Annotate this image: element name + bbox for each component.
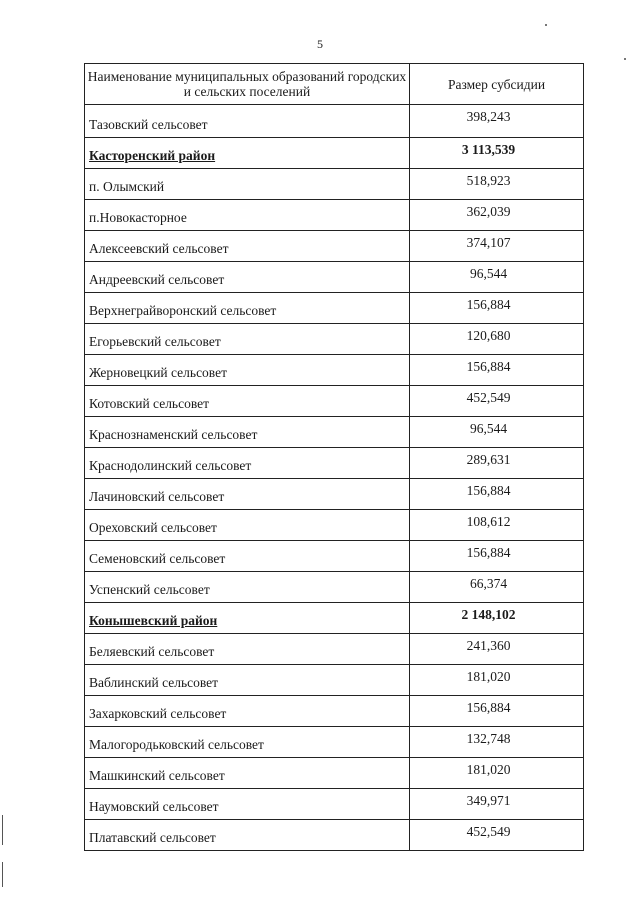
settlement-name: Ореховский сельсовет — [85, 510, 410, 541]
subsidy-amount: 156,884 — [410, 293, 584, 324]
settlement-name: Егорьевский сельсовет — [85, 324, 410, 355]
table-row — [85, 417, 584, 448]
table-row — [85, 541, 584, 572]
table-row — [85, 634, 584, 665]
settlement-name: Успенский сельсовет — [85, 572, 410, 603]
district-name: Касторенский район — [85, 138, 410, 169]
table-header-row — [85, 64, 584, 105]
header-municipality-name: Наименование муниципальных образований городских и сельских поселений — [85, 64, 410, 105]
subsidy-amount: 132,748 — [410, 727, 584, 758]
table-row — [85, 479, 584, 510]
table-row — [85, 448, 584, 479]
table-row — [85, 293, 584, 324]
scan-margin-mark — [2, 815, 3, 845]
settlement-name: Котовский сельсовет — [85, 386, 410, 417]
header-subsidy-amount: Размер субсидии — [410, 64, 584, 105]
table-row — [85, 324, 584, 355]
subsidy-amount: 452,549 — [410, 386, 584, 417]
page-number: 5 — [317, 37, 323, 51]
district-subsidy-total: 2 148,102 — [410, 603, 584, 634]
table-row — [85, 572, 584, 603]
table-row — [85, 231, 584, 262]
table-row — [85, 262, 584, 293]
settlement-name: Беляевский сельсовет — [85, 634, 410, 665]
settlement-name: Краснознаменский сельсовет — [85, 417, 410, 448]
subsidy-amount: 518,923 — [410, 169, 584, 200]
settlement-name: п. Олымский — [85, 169, 410, 200]
subsidy-amount: 108,612 — [410, 510, 584, 541]
table-row — [85, 105, 584, 138]
table-row — [85, 758, 584, 789]
subsidy-amount: 181,020 — [410, 665, 584, 696]
subsidy-amount: 156,884 — [410, 355, 584, 386]
district-row — [85, 603, 584, 634]
settlement-name: п.Новокасторное — [85, 200, 410, 231]
table-body — [85, 105, 584, 851]
settlement-name: Семеновский сельсовет — [85, 541, 410, 572]
settlement-name: Наумовский сельсовет — [85, 789, 410, 820]
subsidy-amount: 349,971 — [410, 789, 584, 820]
table-row — [85, 355, 584, 386]
settlement-name: Тазовский сельсовет — [85, 105, 410, 138]
subsidy-amount: 156,884 — [410, 479, 584, 510]
table-row — [85, 696, 584, 727]
subsidy-amount: 96,544 — [410, 262, 584, 293]
settlement-name: Верхнеграйворонский сельсовет — [85, 293, 410, 324]
subsidy-amount: 452,549 — [410, 820, 584, 851]
subsidy-amount: 362,039 — [410, 200, 584, 231]
settlement-name: Жерновецкий сельсовет — [85, 355, 410, 386]
settlement-name: Платавский сельсовет — [85, 820, 410, 851]
settlement-name: Краснодолинский сельсовет — [85, 448, 410, 479]
settlement-name: Алексеевский сельсовет — [85, 231, 410, 262]
district-row — [85, 138, 584, 169]
subsidy-amount: 156,884 — [410, 696, 584, 727]
table-row — [85, 789, 584, 820]
subsidy-amount: 241,360 — [410, 634, 584, 665]
settlement-name: Захарковский сельсовет — [85, 696, 410, 727]
district-name: Конышевский район — [85, 603, 410, 634]
subsidy-amount: 66,374 — [410, 572, 584, 603]
settlement-name: Малогородьковский сельсовет — [85, 727, 410, 758]
subsidy-amount: 181,020 — [410, 758, 584, 789]
table-row — [85, 727, 584, 758]
settlement-name: Лачиновский сельсовет — [85, 479, 410, 510]
subsidy-amount: 120,680 — [410, 324, 584, 355]
scan-speck — [624, 58, 626, 60]
table-row — [85, 820, 584, 851]
subsidy-amount: 374,107 — [410, 231, 584, 262]
subsidy-amount: 398,243 — [410, 105, 584, 138]
subsidy-amount: 96,544 — [410, 417, 584, 448]
table-row — [85, 510, 584, 541]
district-subsidy-total: 3 113,539 — [410, 138, 584, 169]
scan-speck — [545, 24, 547, 26]
table-row — [85, 200, 584, 231]
settlement-name: Ваблинский сельсовет — [85, 665, 410, 696]
settlement-name: Машкинский сельсовет — [85, 758, 410, 789]
scan-margin-mark — [2, 862, 3, 887]
settlement-name: Андреевский сельсовет — [85, 262, 410, 293]
table-row — [85, 169, 584, 200]
table-row — [85, 665, 584, 696]
subsidy-table — [84, 63, 584, 851]
table-row — [85, 386, 584, 417]
subsidy-amount: 289,631 — [410, 448, 584, 479]
subsidy-amount: 156,884 — [410, 541, 584, 572]
